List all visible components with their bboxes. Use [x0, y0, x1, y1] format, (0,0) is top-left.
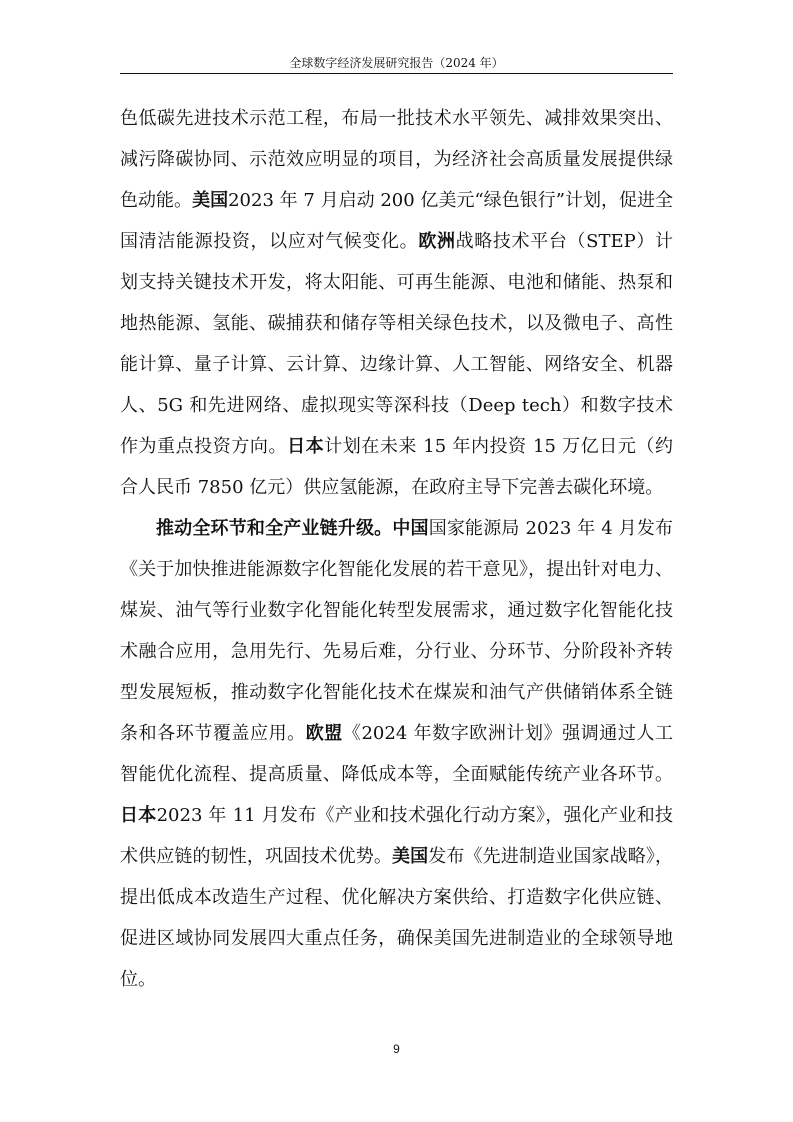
text-segment: 国家能源局 2023 年 4 月发布《关于加快推进能源数字化智能化发展的若干意见》，提出针对电力、煤炭、油气等行业数字化智能化转型发展需求，通过数字化智能化技术融合应用，急用先行、先易后难，分行业、分环节、分阶段补齐转型发展短板，推动数字化智能化技术在煤炭和油气产供储销体系全链条和各环节覆盖应用。: [120, 518, 674, 744]
country-label-cn: 中国: [392, 518, 429, 539]
country-label-eu: 欧洲: [418, 231, 456, 252]
country-label-eu: 欧盟: [305, 723, 343, 744]
country-label-jp: 日本: [287, 436, 325, 457]
running-header: 全球数字经济发展研究报告（2024 年）: [289, 56, 504, 70]
text-segment: 计划在未来 15 年内投资 15 万亿日元（约合人民币 7850 亿元）供应氢能源，在政府主导下完善去碳化环境。: [120, 436, 673, 498]
paragraph-green-tech: [120, 98, 673, 508]
text-segment: 2023 年 11 月发布《产业和技术强化行动方案》，强化产业和技术供应链的韧性，巩固技术优势。: [120, 805, 673, 867]
body-text: [120, 98, 673, 1000]
header-divider: [120, 73, 673, 74]
text-segment: 战略技术平台（STEP）计划支持关键技术开发，将太阳能、可再生能源、电池和储能、热泵和地热能源、氢能、碳捕获和储存等相关绿色技术，以及微电子、高性能计算、量子计算、云计算、边缘计算、人工智能、网络安全、机器人、5G 和先进网络、虚拟现实等深科技（Deep tech）和数字技术作为重点投资方向。: [120, 231, 674, 457]
page-number: 9: [393, 1042, 400, 1056]
text-segment: 2023 年 7 月启动 200 亿美元“绿色银行”计划，促进全国清洁能源投资，以应对气候变化。: [120, 190, 674, 252]
text-segment: 《2024 年数字欧洲计划》强调通过人工智能优化流程、提高质量、降低成本等，全面赋能传统产业各环节。: [120, 723, 674, 785]
paragraph-industry-chain: [120, 508, 673, 1000]
country-label-us: 美国: [192, 190, 229, 211]
country-label-us: 美国: [392, 846, 429, 867]
section-heading: 推动全环节和全产业链升级。: [156, 518, 393, 539]
country-label-jp: 日本: [120, 805, 157, 826]
text-segment: 发布《先进制造业国家战略》，提出低成本改造生产过程、优化解决方案供给、打造数字化供应链、促进区域协同发展四大重点任务，确保美国先进制造业的全球领导地位。: [120, 846, 674, 990]
text-segment: 色低碳先进技术示范工程，布局一批技术水平领先、减排效果突出、减污降碳协同、示范效应明显的项目，为经济社会高质量发展提供绿色动能。: [120, 108, 673, 211]
